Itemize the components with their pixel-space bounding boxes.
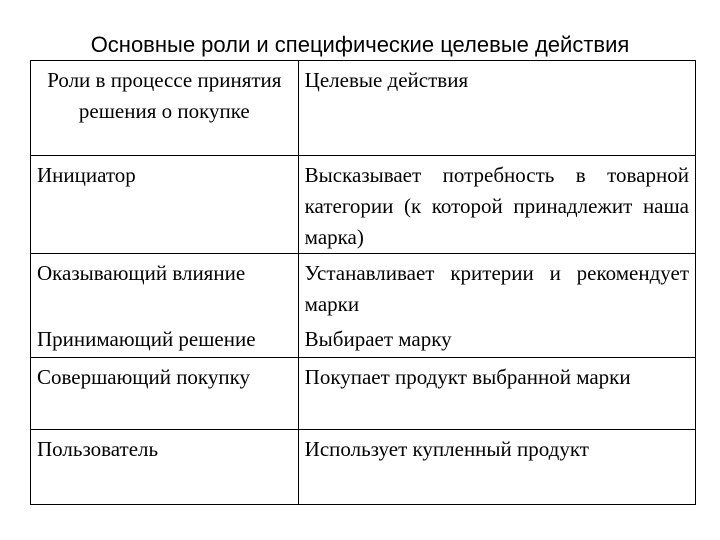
action-cell: Высказывает потребность в товарной категории (к которой принадлежит наша марка) [298,156,695,254]
header-role-cell: Роли в процессе принятия решения о покупке [31,61,299,156]
table-row [31,320,696,358]
table-row [31,430,696,505]
table-row [31,156,696,254]
role-cell: Принимающий решение [31,320,299,358]
header-action-cell: Целевые действия [298,61,695,156]
slide-title: Основные роли и специфические целевые действия [90,32,630,57]
table-header-row [31,61,696,156]
role-cell: Совершающий покупку [31,358,299,430]
role-cell: Пользователь [31,430,299,505]
action-cell: Устанавливает критерии и рекомендует марки [298,254,695,321]
role-cell: Оказывающий влияние [31,254,299,321]
roles-table [30,60,696,505]
action-cell: Покупает продукт выбранной марки [298,358,695,430]
table-row [31,358,696,430]
role-cell: Инициатор [31,156,299,254]
action-cell: Использует купленный продукт [298,430,695,505]
table-row [31,254,696,321]
action-cell: Выбирает марку [298,320,695,358]
